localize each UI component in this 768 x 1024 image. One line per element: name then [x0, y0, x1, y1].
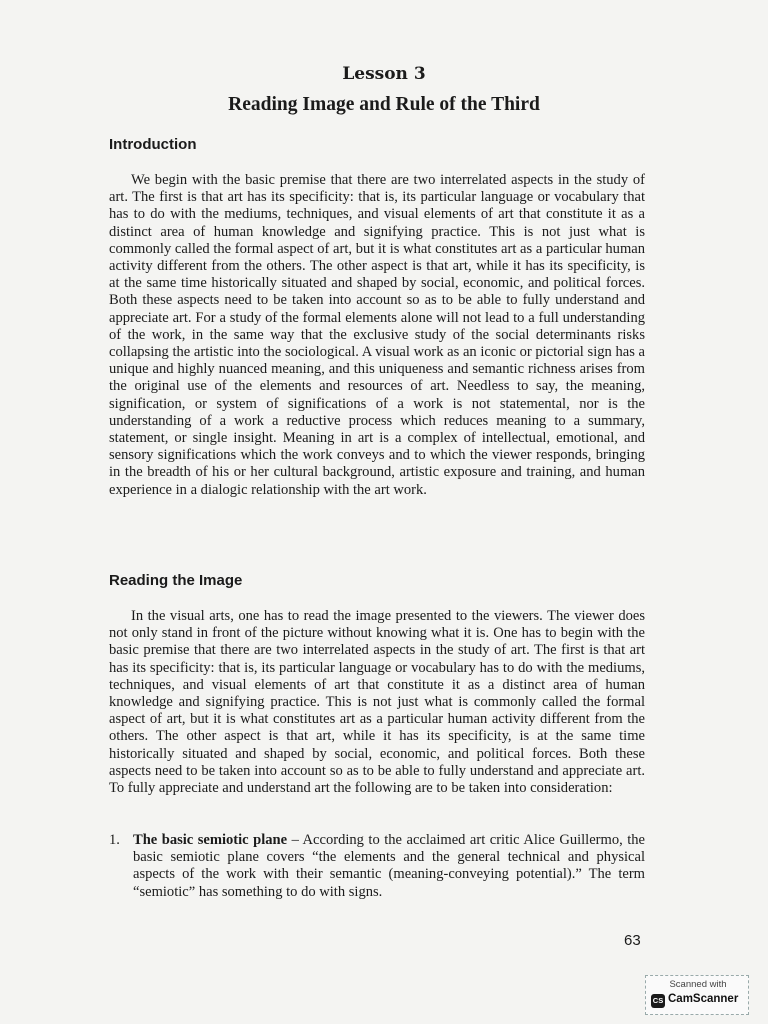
watermark-caption: Scanned with	[669, 979, 727, 990]
list-item-body	[133, 832, 645, 901]
list-item-term: The basic semiotic plane	[133, 832, 288, 848]
reading-image-paragraph: In the visual arts, one has to read the image presented to the viewers. The viewer does not only stand in front of the picture without knowing what it is. One has to begin with the basic premise that there are two interrelated aspects in the study of art. The first is that art has its specificity: that is, its particular language or vocabulary has to do with the mediums, techniques, and visual elements of art that constitute it as a distinct area of human knowledge and signifying practice. This is not just what is commonly called the formal aspect of art, but it is what constitutes art as a particular human activity different from the others. The other aspect is that art, while it has its specificity, is at the same time historically situated and shaped by social, economic, and political forces. Both these aspects need to be taken into account so as to be able to fully understand and appreciate art. To fully appreciate and understand art the following are to be taken into consideration:	[109, 608, 645, 797]
introduction-paragraph: We begin with the basic premise that there are two interrelated aspects in the study of art. The first is that art has its specificity: that is, its particular language or vocabulary that has to do with the mediums, techniques, and visual elements of art that constitute it as a distinct area of human knowledge and signifying practice. This is not just what is commonly called the formal aspect of art, but it is what constitutes art as a particular human activity different from the others. The other aspect is that art, while it has its specificity, is at the same time historically situated and shaped by social, economic, and political forces. Both these aspects need to be taken into account so as to be able to fully understand and appreciate art. For a study of the formal elements alone will not lead to a full understanding of the work, in the same way that the exclusive study of the social determinants risks collapsing the artistic into the sociological. A visual work as an iconic or pictorial sign has a unique and highly nuanced meaning, and this uniqueness and semantic richness arises from the original use of the elements and resources of art. Needless to say, the meaning, signification, or system of significations of a work is not statemental, nor is the understanding of a work a reductive process which reduces meaning to a summary, statement, or single insight. Meaning in art is a complex of intellectual, emotional, and sensory significations which the work conveys and to which the viewer responds, bringing in the breadth of his or her cultural background, artistic exposure and training, and human experience in a dialogic relationship with the art work.	[109, 172, 645, 498]
camscanner-logo-icon: CS	[651, 994, 665, 1008]
list-item	[109, 832, 645, 901]
reading-image-heading: Reading the Image	[109, 572, 243, 589]
camscanner-watermark	[645, 975, 749, 1015]
considerations-list	[109, 832, 645, 901]
list-item-text: – According to the acclaimed art critic Alice Guillermo, the basic semiotic plane covers “the elements and the general technical and physical aspects of the work with their semantic (meaning-conveying potential).” The term “semiotic” has something to do with signs.	[133, 832, 646, 900]
list-item-number: 1.	[109, 832, 120, 848]
lesson-label: Lesson 3	[342, 64, 426, 84]
introduction-heading: Introduction	[109, 136, 197, 153]
lesson-title: Reading Image and Rule of the Third	[228, 94, 540, 115]
watermark-brand: CamScanner	[668, 993, 739, 1005]
page-number: 63	[624, 932, 641, 949]
